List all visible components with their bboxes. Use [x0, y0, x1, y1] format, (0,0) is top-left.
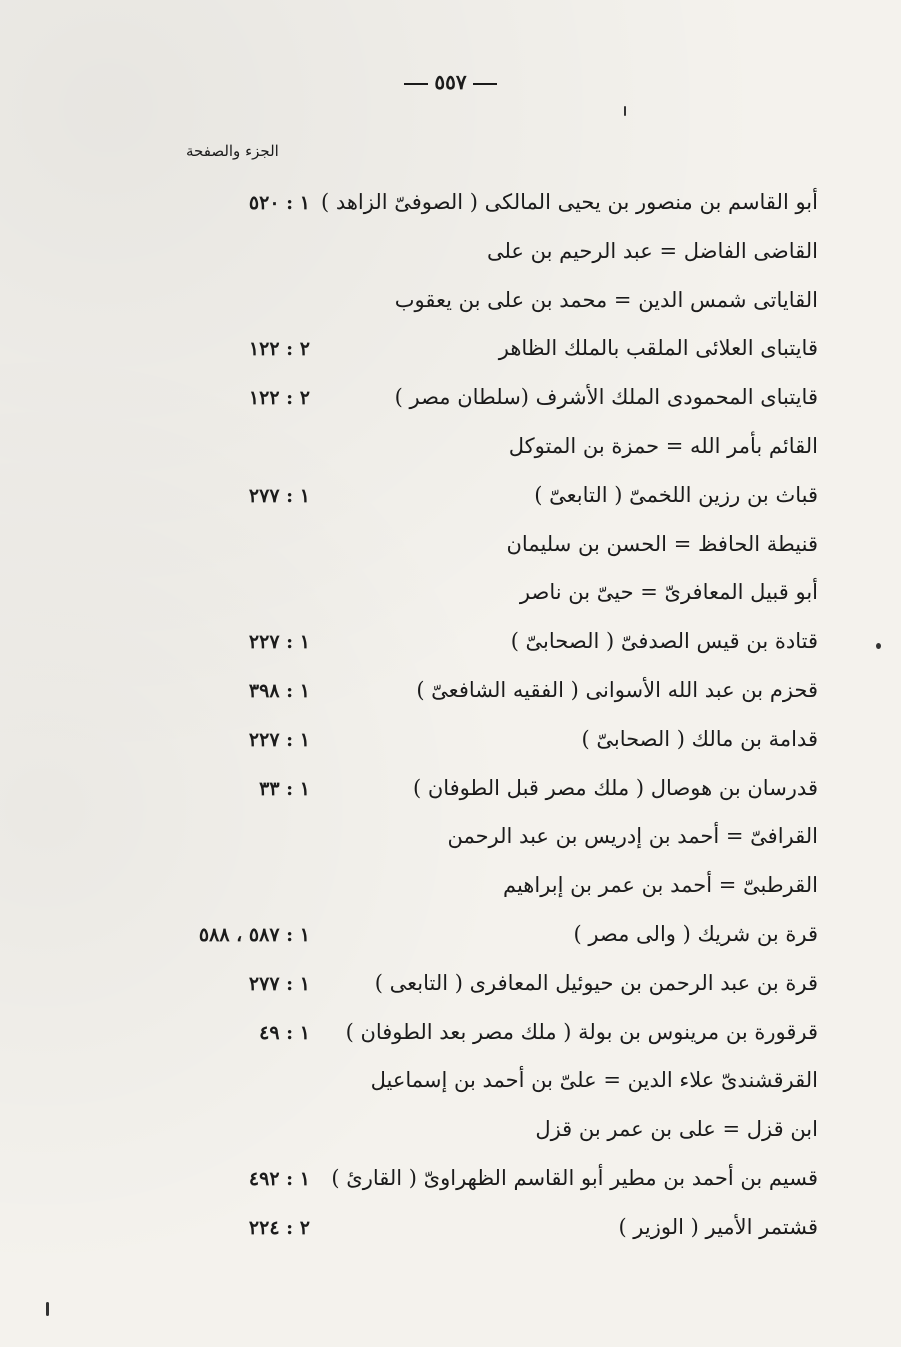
entry-name: قرة بن عبد الرحمن بن حيوئيل المعافرى ( التابعى ) — [374, 970, 818, 995]
entry-reference: ٢ : ١٢٢ — [248, 338, 310, 361]
entry-name: قحزم بن عبد الله الأسوانى ( الفقيه الشافعىّ ) — [416, 677, 818, 702]
entry-reference: ٢ : ١٢٢ — [248, 387, 310, 410]
index-entry — [150, 282, 830, 331]
index-entry — [150, 184, 830, 233]
entry-name: قتادة بن قيس الصدفىّ ( الصحابىّ ) — [510, 629, 818, 654]
entry-name: القائم بأمر الله = حمزة بن المتوكل — [508, 433, 818, 458]
index-entry — [150, 770, 830, 819]
entry-reference: ١ : ٣٩٨ — [248, 679, 310, 702]
entry-reference: ٢ : ٢٢٤ — [248, 1216, 310, 1239]
index-entry — [150, 1209, 830, 1258]
index-entries-list — [150, 184, 830, 1258]
entry-reference: ١ : ٥٢٠ — [248, 192, 310, 214]
entry-name: ابن قزل = على بن عمر بن قزل — [535, 1117, 818, 1142]
index-entry — [150, 1111, 830, 1160]
index-entry — [150, 330, 830, 379]
entry-name: القرقشندىّ علاء الدين = علىّ بن أحمد بن إسماعيل — [370, 1068, 818, 1093]
index-entry — [150, 233, 830, 282]
index-entry — [150, 965, 830, 1014]
scan-speck — [876, 643, 881, 649]
scan-speck — [624, 106, 626, 116]
index-entry — [150, 623, 830, 672]
scan-speck — [46, 1302, 49, 1316]
index-entry — [150, 1160, 830, 1209]
index-entry — [150, 1014, 830, 1063]
entry-name: قرقورة بن مرينوس بن بولة ( ملك مصر بعد الطوفان ) — [345, 1019, 818, 1044]
index-entry — [150, 672, 830, 721]
entry-name: قدرسان بن هوصال ( ملك مصر قبل الطوفان ) — [412, 775, 818, 800]
entry-reference: ١ : ٤٩٢ — [248, 1167, 310, 1190]
index-entry — [150, 574, 830, 623]
entry-name: أبو قبيل المعافرىّ = حيىّ بن ناصر — [519, 580, 818, 605]
index-entry — [150, 1062, 830, 1111]
volume-page-column-header: الجزء والصفحة — [186, 142, 279, 160]
index-entry — [150, 526, 830, 575]
index-entry — [150, 916, 830, 965]
index-entry — [150, 428, 830, 477]
index-entry — [150, 818, 830, 867]
entry-reference: ١ : ٢٢٧ — [248, 728, 310, 751]
entry-name: قايتباى المحمودى الملك الأشرف (سلطان مصر ) — [394, 385, 818, 410]
index-entry — [150, 867, 830, 916]
index-entry — [150, 721, 830, 770]
entry-reference: ١ : ٤٩ — [259, 1021, 310, 1044]
entry-name: القرافىّ = أحمد بن إدريس بن عبد الرحمن — [447, 824, 818, 849]
entry-reference: ١ : ٥٨٧ ، ٥٨٨ — [198, 923, 310, 946]
entry-reference: ١ : ٢٧٧ — [248, 972, 310, 995]
page-number-dash-left — [404, 83, 428, 85]
page-number: ٥٥٧ — [434, 70, 467, 94]
page-number-dash-right — [473, 83, 497, 85]
entry-name: قباث بن رزين اللخمىّ ( التابعىّ ) — [534, 482, 818, 507]
entry-name: قنيطة الحافظ = الحسن بن سليمان — [506, 531, 818, 556]
entry-name: قشتمر الأمير ( الوزير ) — [618, 1214, 818, 1239]
entry-name: قدامة بن مالك ( الصحابىّ ) — [581, 726, 818, 751]
entry-reference: ١ : ٢٧٧ — [248, 484, 310, 507]
entry-name: القاياتى شمس الدين = محمد بن على بن يعقوب — [394, 287, 818, 312]
entry-reference: ١ : ٣٣ — [259, 777, 310, 800]
index-entry — [150, 379, 830, 428]
entry-name: قسيم بن أحمد بن مطير أبو القاسم الظهراوىّ ( القارئ ) — [331, 1165, 818, 1190]
entry-name: قايتباى العلائى الملقب بالملك الظاهر — [498, 336, 818, 361]
page-number-header — [0, 70, 901, 94]
entry-name: أبو القاسم بن منصور بن يحيى المالكى ( الصوفىّ الزاهد ) — [320, 190, 818, 214]
entry-name: قرة بن شريك ( والى مصر ) — [573, 921, 818, 946]
index-entry — [150, 477, 830, 526]
entry-name: القرطبىّ = أحمد بن عمر بن إبراهيم — [502, 873, 818, 898]
entry-name: القاضى الفاضل = عبد الرحيم بن على — [486, 238, 818, 263]
entry-reference: ١ : ٢٢٧ — [248, 631, 310, 654]
